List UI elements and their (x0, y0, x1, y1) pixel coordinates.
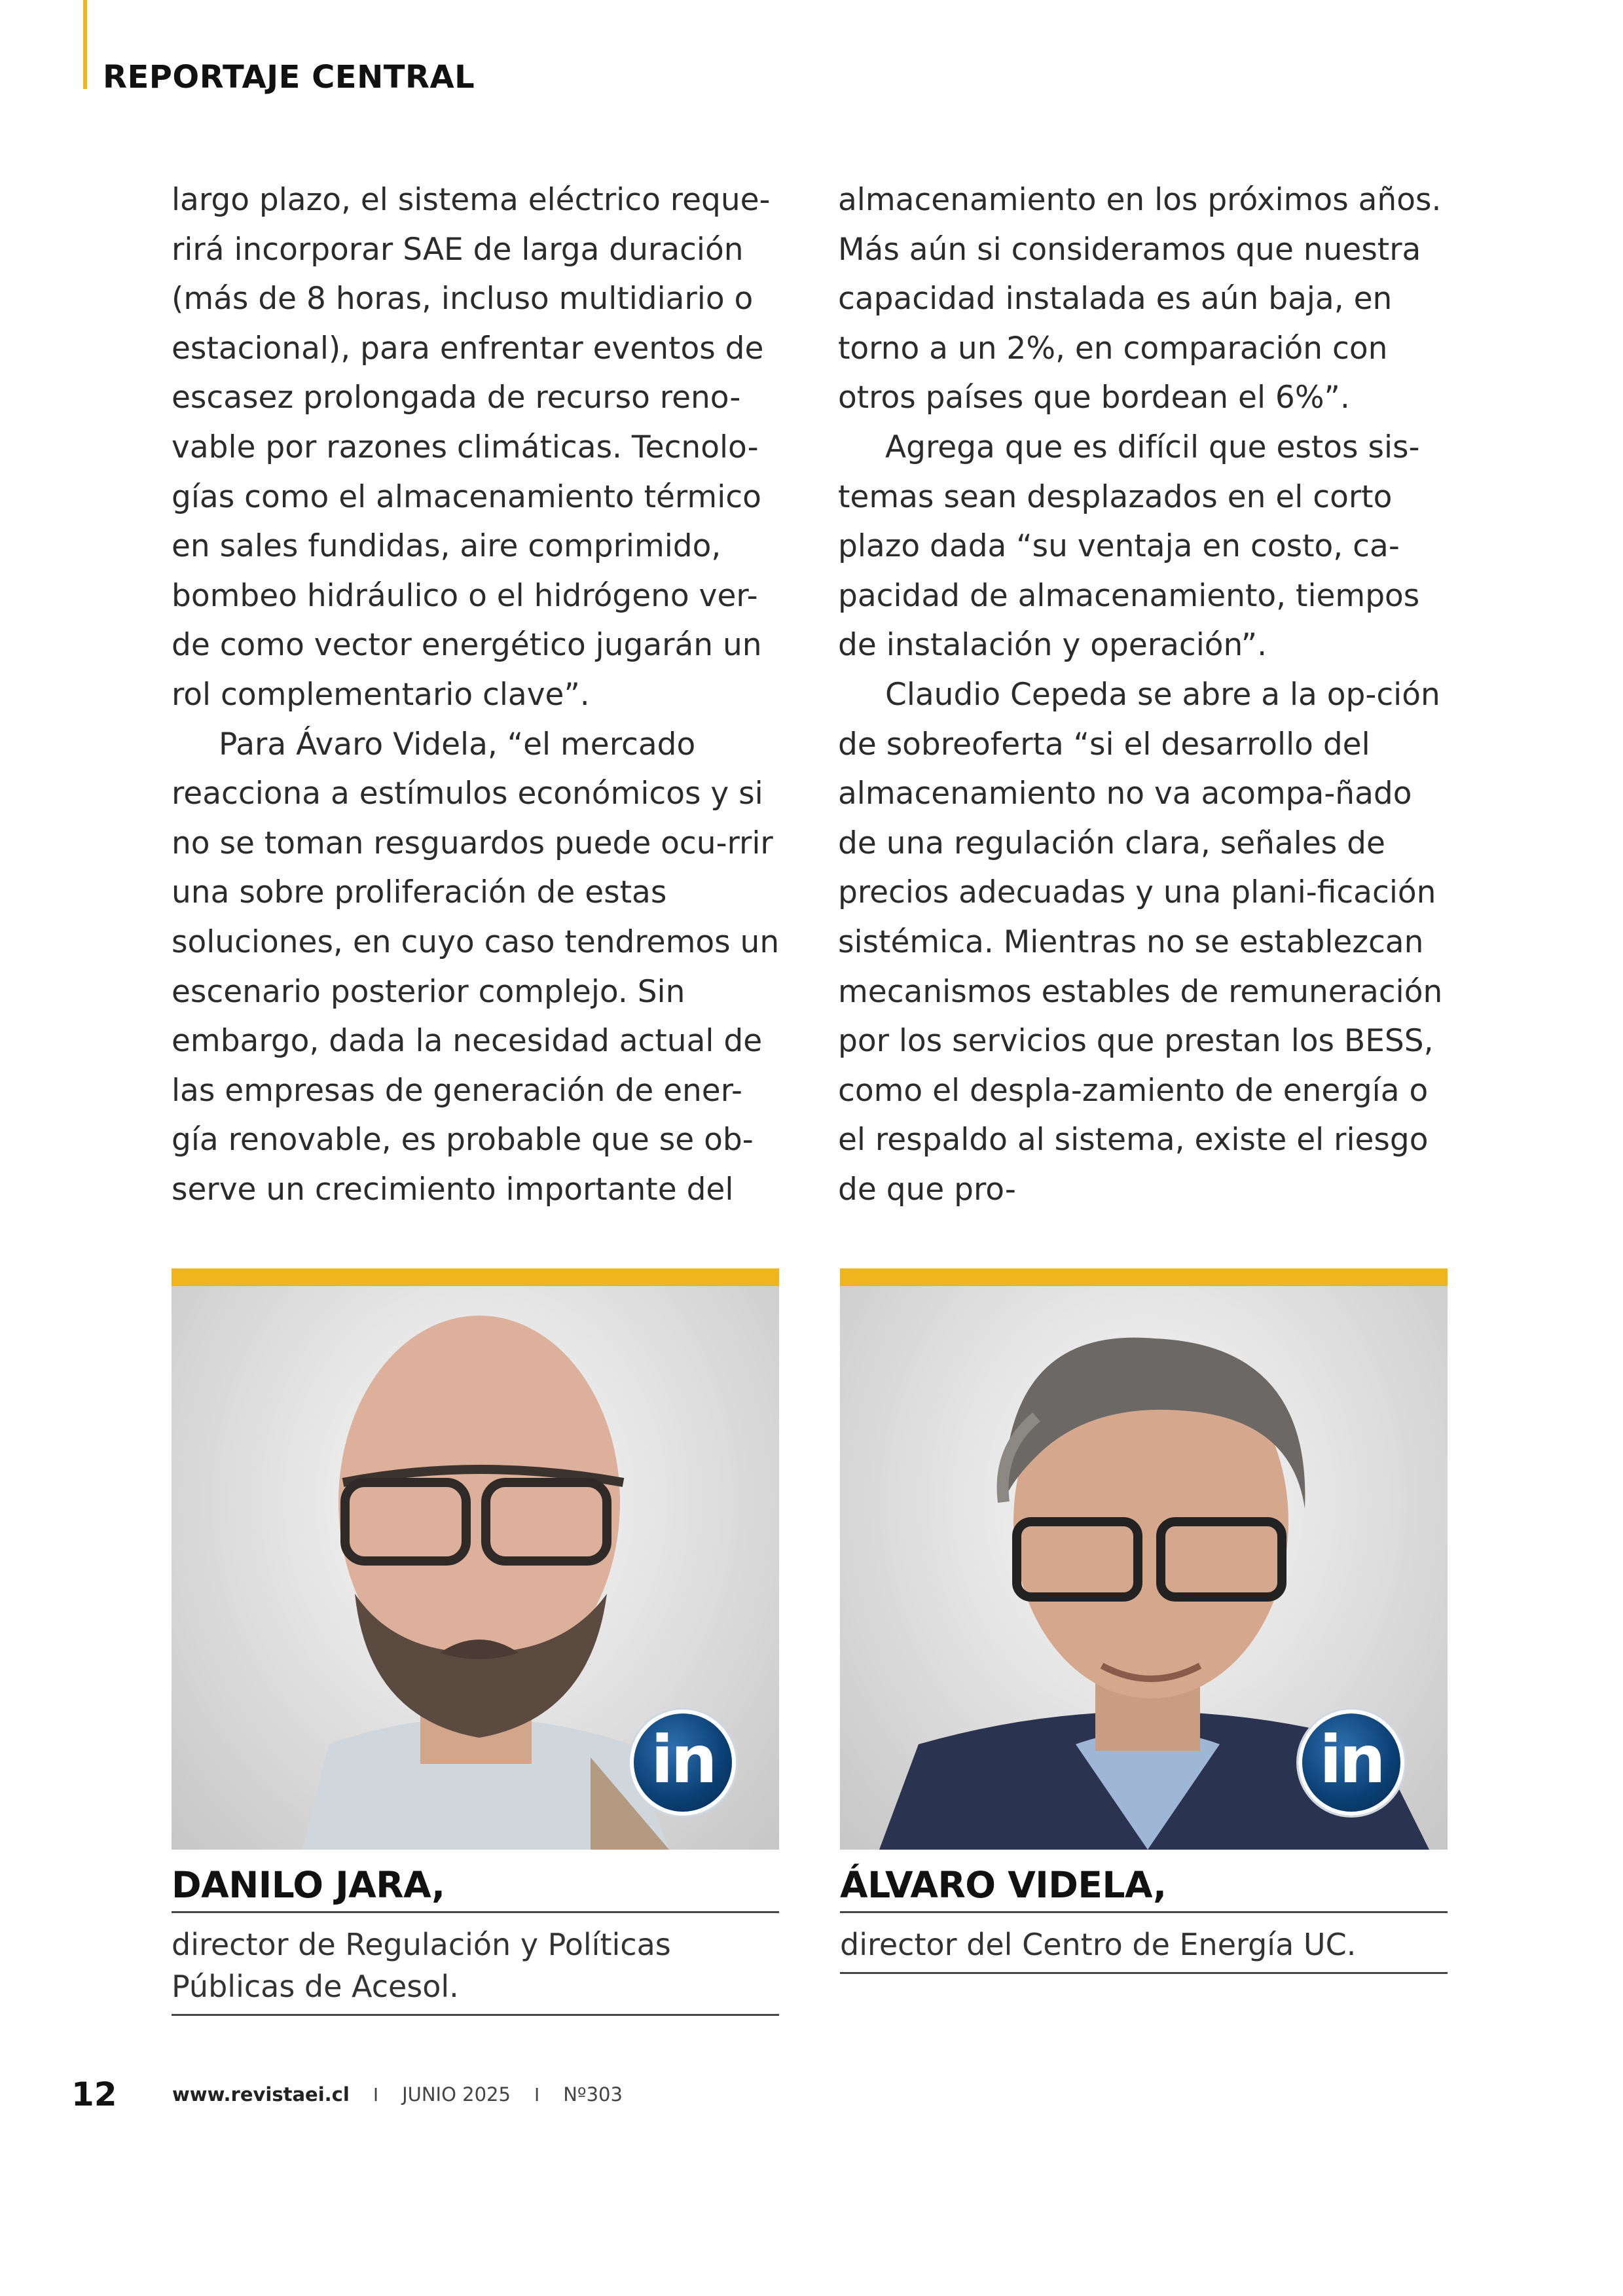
paragraph: Agrega que es difícil que estos sis-temas sean desplazados en el corto plazo dada “su ventaja en costo, ca-pacidad de almacenamiento, tiempos de instalación y operación”. (838, 429, 1420, 664)
linkedin-badge-label: in (651, 1721, 715, 1798)
issue-number: Nº303 (563, 2083, 623, 2106)
profile-card-alvaro-videla (840, 1268, 1448, 1974)
photo-accent-bar (840, 1268, 1448, 1286)
photo-accent-bar (172, 1268, 779, 1286)
linkedin-badge-label: in (1319, 1721, 1383, 1798)
website-link[interactable]: www.revistaei.cl (172, 2083, 350, 2106)
article-column-left (172, 175, 780, 1214)
page-number: 12 (71, 2075, 117, 2113)
header-accent-bar (83, 0, 87, 89)
section-label: REPORTAJE CENTRAL (103, 59, 475, 96)
portrait-photo (172, 1268, 779, 1850)
person-name: ÁLVARO VIDELA, (840, 1859, 1448, 1913)
person-name: DANILO JARA, (172, 1859, 779, 1913)
profile-card-danilo-jara (172, 1268, 779, 2016)
page-footer (71, 2072, 623, 2117)
issue-date: JUNIO 2025 (402, 2083, 511, 2106)
person-role: director del Centro de Energía UC. (840, 1913, 1448, 1974)
paragraph: Claudio Cepeda se abre a la op-ción de sobreoferta “si el desarrollo del almacenamiento no va acompa-ñado de una regulación clara, señales de precios adecuadas y una plani-ficación sistémica. Mientras no se establezcan mecanismos estables de remuneración por los servicios que prestan los BESS, como el despla-zamiento de energía o el respaldo al sistema, existe el riesgo de que pro- (838, 676, 1443, 1208)
linkedin-icon[interactable] (1298, 1710, 1404, 1816)
footer-separator: I (373, 2083, 379, 2106)
linkedin-icon[interactable] (630, 1710, 736, 1816)
paragraph: Para Ávaro Videla, “el mercado reacciona a estímulos económicos y si no se toman resguardos puede ocu-rrir una sobre proliferación de estas soluciones, en cuyo caso tendremos un escenario posterior complejo. Sin embargo, dada la necesidad actual de las empresas de generación de ener-gía renovable, es probable que se ob-serve un crecimiento importante del (172, 726, 780, 1208)
article-column-right (838, 175, 1447, 1214)
footer-separator: I (534, 2083, 540, 2106)
paragraph: largo plazo, el sistema eléctrico reque-rirá incorporar SAE de larga duración (más de 8 horas, incluso multidiario o estacional), para enfrentar eventos de escasez prolongada de recurso reno-vable por razones climáticas. Tecnolo-gías como el almacenamiento térmico en sales fundidas, aire comprimido, bombeo hidráulico o el hidrógeno ver-de como vector energético jugarán un rol complementario clave”. (172, 182, 771, 713)
person-role: director de Regulación y Políticas Públicas de Acesol. (172, 1913, 779, 2016)
paragraph: almacenamiento en los próximos años. Más aún si consideramos que nuestra capacidad instalada es aún baja, en torno a un 2%, en comparación con otros países que bordean el 6%”. (838, 182, 1442, 416)
portrait-photo (840, 1268, 1448, 1850)
